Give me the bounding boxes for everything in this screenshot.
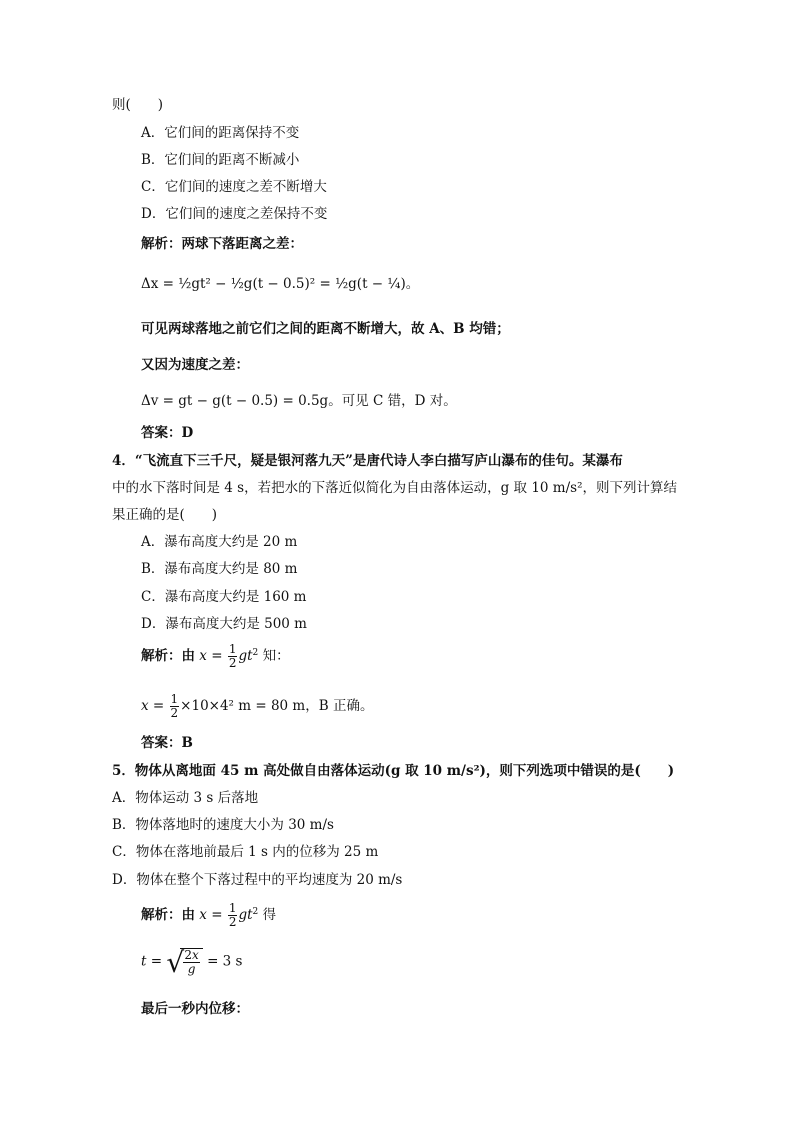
q3-option-d: D．它们间的速度之差保持不变 xyxy=(141,206,328,222)
q5-stem-line-1: 5．物体从离地面 45 m 高处做自由落体运动(g 取 10 m/s²)，则下列选项中错误的是( ) xyxy=(112,763,675,779)
q3-text-1: 可见两球落地之前它们之间的距离不断增大，故 A、B 均错； xyxy=(141,321,510,337)
q5-option-d: D．物体在整个下落过程中的平均速度为 20 m/s xyxy=(112,872,403,888)
q5-option-c: C．物体在落地前最后 1 s 内的位移为 25 m xyxy=(112,844,379,860)
q4-option-a: A．瀑布高度大约是 20 m xyxy=(141,534,298,550)
q5-half-fraction: $\frac{1}{2}$ xyxy=(228,901,237,929)
q4-formula-var: x xyxy=(199,648,207,664)
q3-text-2: 又因为速度之差： xyxy=(141,357,249,373)
q5-option-b: B．物体落地时的速度大小为 30 m/s xyxy=(112,817,334,833)
q4-option-d: D．瀑布高度大约是 500 m xyxy=(141,616,307,632)
q4-equation-line: x = $\frac{1}{2}$ ×10×4² m = 80 m，B 正确。 xyxy=(141,692,374,720)
q3-stem-tail: 则( ) xyxy=(112,97,164,113)
q4-stem-line-2: 中的水下落时间是 4 s，若把水的下落近似简化为自由落体运动，g 取 10 m/s²，则下列计算结 xyxy=(112,480,677,496)
q5-last-second-label: 最后一秒内位移： xyxy=(141,1001,249,1017)
q3-analysis-label: 解析：两球下落距离之差： xyxy=(141,236,303,252)
q5-analysis-label: 解析：由 xyxy=(141,907,195,923)
q4-analysis-tail: 知： xyxy=(262,648,290,664)
q3-option-a: A．它们间的距离保持不变 xyxy=(141,125,300,141)
q4-eq-fraction: $\frac{1}{2}$ xyxy=(170,692,179,720)
q4-stem-line-3: 果正确的是( ) xyxy=(112,507,218,523)
q3-option-c: C．它们间的速度之差不断增大 xyxy=(141,179,327,195)
q5-sqrt: √ $\frac{2x}{g}$ xyxy=(166,948,202,976)
q5-eq-tail: = 3 s xyxy=(207,953,243,970)
q4-half-fraction: $\frac{1}{2}$ xyxy=(228,642,237,670)
q4-analysis-label: 解析：由 xyxy=(141,648,195,664)
q3-equation-2: Δv = gt − g(t − 0.5) = 0.5g。可见 C 错，D 对。 xyxy=(141,393,457,409)
q5-option-a: A．物体运动 3 s 后落地 xyxy=(112,790,259,806)
q4-option-b: B．瀑布高度大约是 80 m xyxy=(141,561,298,577)
q3-option-b: B．它们间的距离不断减小 xyxy=(141,152,300,168)
q4-eq-tail: ×10×4² m = 80 m，B 正确。 xyxy=(180,698,374,714)
q4-analysis-line: 解析：由 x = $\frac{1}{2}$ $gt^2$ 知： xyxy=(141,642,290,670)
q4-stem-line-1: 4．“飞流直下三千尺，疑是银河落九天”是唐代诗人李白描写庐山瀑布的佳句。某瀑布 xyxy=(112,453,623,469)
q5-analysis-tail: 得 xyxy=(262,907,277,923)
q4-answer: 答案：B xyxy=(141,735,193,751)
q3-answer: 答案：D xyxy=(141,425,194,441)
q5-analysis-line: 解析：由 x = $\frac{1}{2}$ $gt^2$ 得 xyxy=(141,901,277,929)
q3-equation-1: Δx = ½gt² − ½g(t − 0.5)² = ½g(t − ¼)。 xyxy=(141,276,420,292)
q4-option-c: C．瀑布高度大约是 160 m xyxy=(141,589,307,605)
q5-time-equation: t = √ $\frac{2x}{g}$ = 3 s xyxy=(141,946,243,979)
